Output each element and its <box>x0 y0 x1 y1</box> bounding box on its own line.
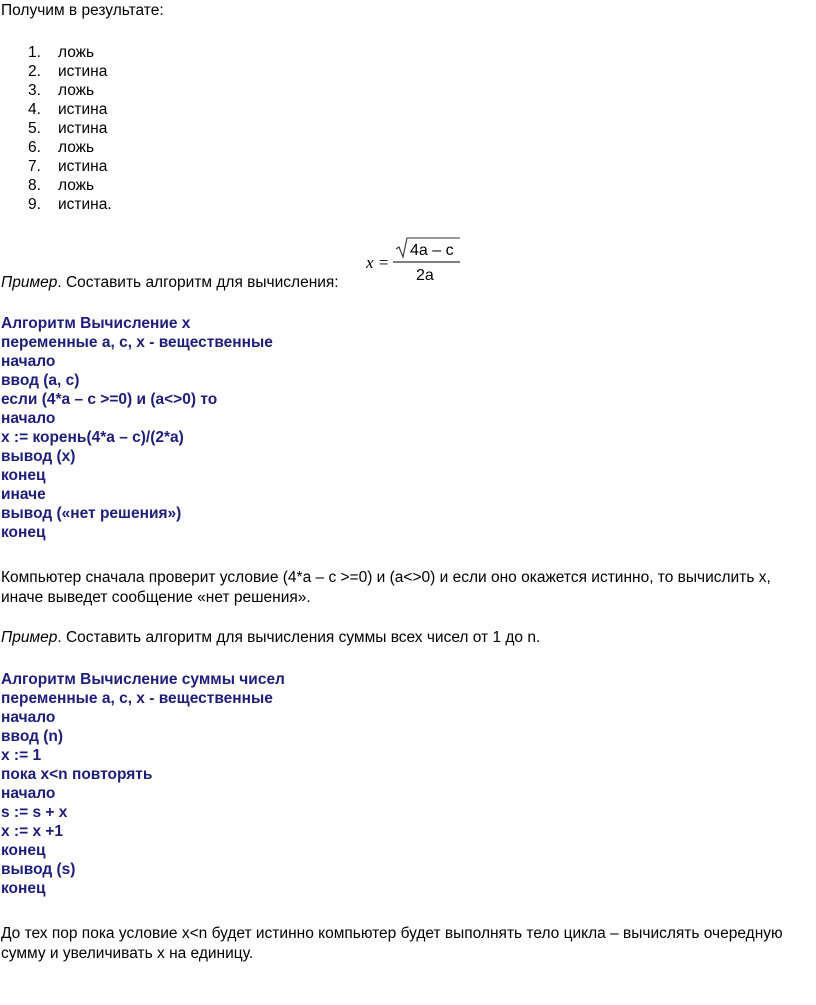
example-1 <box>1 273 339 292</box>
formula-lhs: x = <box>366 253 390 272</box>
code-line: иначе <box>1 486 46 503</box>
example-text: . Составить алгоритм для вычисления суммы всех чисел от 1 до n. <box>57 629 541 646</box>
algorithm-1 <box>1 314 273 542</box>
algorithm-2 <box>1 670 285 898</box>
sqrt-fraction-formula <box>366 233 466 285</box>
code-line: Алгоритм Вычисление суммы чисел <box>1 671 285 688</box>
list-item <box>28 157 112 176</box>
list-value: ложь <box>58 177 95 194</box>
code-line: конец <box>1 880 46 897</box>
list-number: 9. <box>28 196 41 213</box>
answers-list <box>0 43 112 214</box>
list-item <box>28 62 112 81</box>
code-line: ввод (n) <box>1 728 64 745</box>
code-line: вывод (x) <box>1 448 76 465</box>
list-number: 7. <box>28 158 41 175</box>
list-value: ложь <box>58 139 95 156</box>
list-value: истина <box>58 158 108 175</box>
list-item <box>28 43 112 62</box>
code-line: конец <box>1 467 46 484</box>
code-line: если (4*a – c >=0) и (a<>0) то <box>1 391 218 408</box>
list-number: 4. <box>28 101 41 118</box>
example-label: Пример <box>1 629 58 646</box>
example-text: . Составить алгоритм для вычисления: <box>57 274 339 291</box>
list-item <box>28 195 112 214</box>
list-item <box>28 119 112 138</box>
list-item <box>28 81 112 100</box>
list-number: 8. <box>28 177 41 194</box>
formula-image <box>366 233 466 285</box>
list-value: истина. <box>58 196 112 213</box>
formula-numerator: 4a – c <box>410 242 454 259</box>
code-line: конец <box>1 842 46 859</box>
code-line: ввод (a, c) <box>1 372 80 389</box>
code-line: x := x +1 <box>1 823 64 840</box>
code-line: начало <box>1 709 56 726</box>
list-number: 6. <box>28 139 41 156</box>
code-line: вывод (s) <box>1 861 76 878</box>
code-line: начало <box>1 410 56 427</box>
list-item <box>28 100 112 119</box>
code-line: вывод («нет решения») <box>1 505 182 522</box>
code-line: переменные a, c, x - вещественные <box>1 334 273 351</box>
list-number: 2. <box>28 63 41 80</box>
list-value: истина <box>58 63 108 80</box>
code-line: Алгоритм Вычисление x <box>1 315 191 332</box>
example-label: Пример <box>1 274 58 291</box>
formula-denominator: 2a <box>416 267 434 284</box>
explanation-1: Компьютер сначала проверит условие (4*a – c >=0) и (a<>0) и если оно окажется истинно, то вычислить x, иначе выведет сообщение «нет решения». <box>1 569 771 606</box>
code-line: начало <box>1 353 56 370</box>
code-line: s := s + x <box>1 804 68 821</box>
list-item <box>28 138 112 157</box>
list-value: ложь <box>58 44 95 61</box>
list-number: 1. <box>28 44 41 61</box>
explanation-2: До тех пор пока условие x<n будет истинно компьютер будет выполнять тело цикла – вычислять очередную сумму и увеличивать x на единицу. <box>1 925 783 962</box>
code-line: конец <box>1 524 46 541</box>
code-line: переменные a, c, x - вещественные <box>1 690 273 707</box>
code-line: пока x<n повторять <box>1 766 153 783</box>
list-value: истина <box>58 101 108 118</box>
list-number: 5. <box>28 120 41 137</box>
code-line: начало <box>1 785 56 802</box>
list-value: истина <box>58 120 108 137</box>
list-value: ложь <box>58 82 95 99</box>
list-item <box>28 176 112 195</box>
code-line: x := корень(4*a – c)/(2*a) <box>1 429 184 446</box>
list-number: 3. <box>28 82 41 99</box>
example-2 <box>1 628 540 647</box>
code-line: x := 1 <box>1 747 42 764</box>
intro-text: Получим в результате: <box>1 2 164 19</box>
